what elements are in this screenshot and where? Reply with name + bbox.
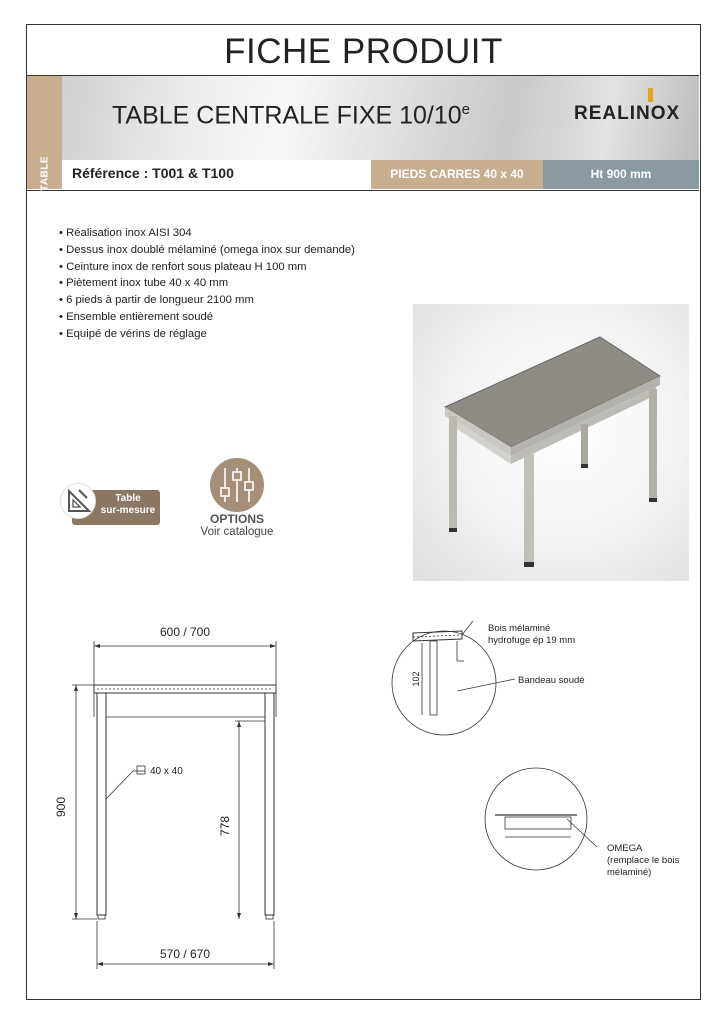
category-tag	[27, 76, 62, 192]
header-band	[27, 75, 699, 191]
product-sheet	[26, 24, 701, 1000]
dim-width-top: 600 / 700	[159, 625, 211, 639]
feature-item: • Ceinture inox de renfort sous plateau H 100 mm	[59, 259, 355, 276]
product-photo	[413, 304, 689, 581]
label-omega: OMEGA	[607, 843, 643, 854]
product-title-sup: e	[461, 101, 471, 118]
options-title: OPTIONS	[209, 512, 264, 526]
options-subtitle: Voir catalogue	[200, 526, 274, 538]
label-omega-2: (remplace le bois	[607, 855, 680, 866]
category-tag-label: TABLE	[39, 155, 50, 192]
dim-height-total: 900	[54, 796, 68, 818]
product-title	[112, 101, 470, 130]
table-render-icon	[413, 304, 689, 581]
feature-item: • Ensemble entièrement soudé	[59, 309, 355, 326]
page-title: FICHE PRODUIT	[224, 32, 503, 71]
title-banner	[62, 76, 699, 160]
feature-item: • Réalisation inox AISI 304	[59, 225, 355, 242]
feature-item: • 6 pieds à partir de longueur 2100 mm	[59, 292, 355, 309]
label-band: Bandeau soudé	[518, 675, 585, 686]
label-omega-3: mélaminé)	[607, 867, 652, 878]
dim-width-bottom: 570 / 670	[159, 947, 211, 961]
feet-spec: PIEDS CARRES 40 x 40	[371, 160, 543, 189]
custom-table-badge	[60, 483, 160, 525]
product-title-text: TABLE CENTRALE FIXE 10/10	[112, 101, 462, 130]
reference-row	[62, 160, 699, 189]
label-wood: Bois mélaminé	[488, 623, 551, 634]
brand-logo-text: REALINOX	[574, 103, 681, 124]
ruler-square-icon	[60, 483, 96, 519]
dim-height-inner: 778	[218, 815, 232, 837]
logo-accent-icon	[648, 88, 653, 102]
feature-item: • Piètement inox tube 40 x 40 mm	[59, 275, 355, 292]
height-spec: Ht 900 mm	[543, 160, 699, 189]
feature-item: • Dessus inox doublé mélaminé (omega inox sur demande)	[59, 242, 355, 259]
brand-logo	[552, 86, 702, 148]
badge-line2: sur-mesure	[100, 505, 156, 516]
badge-text	[96, 493, 160, 517]
feature-list	[59, 225, 355, 343]
dim-tube: 40 x 40	[150, 766, 183, 777]
reference-text: Référence : T001 & T100	[72, 165, 234, 181]
feature-item: • Equipé de vérins de réglage	[59, 326, 355, 343]
dim-detail-height: 102	[411, 671, 421, 687]
options-sliders-icon	[210, 458, 264, 512]
label-wood-2: hydrofuge ép 19 mm	[488, 635, 576, 646]
badge-line1: Table	[115, 493, 141, 504]
technical-drawing	[47, 621, 697, 981]
